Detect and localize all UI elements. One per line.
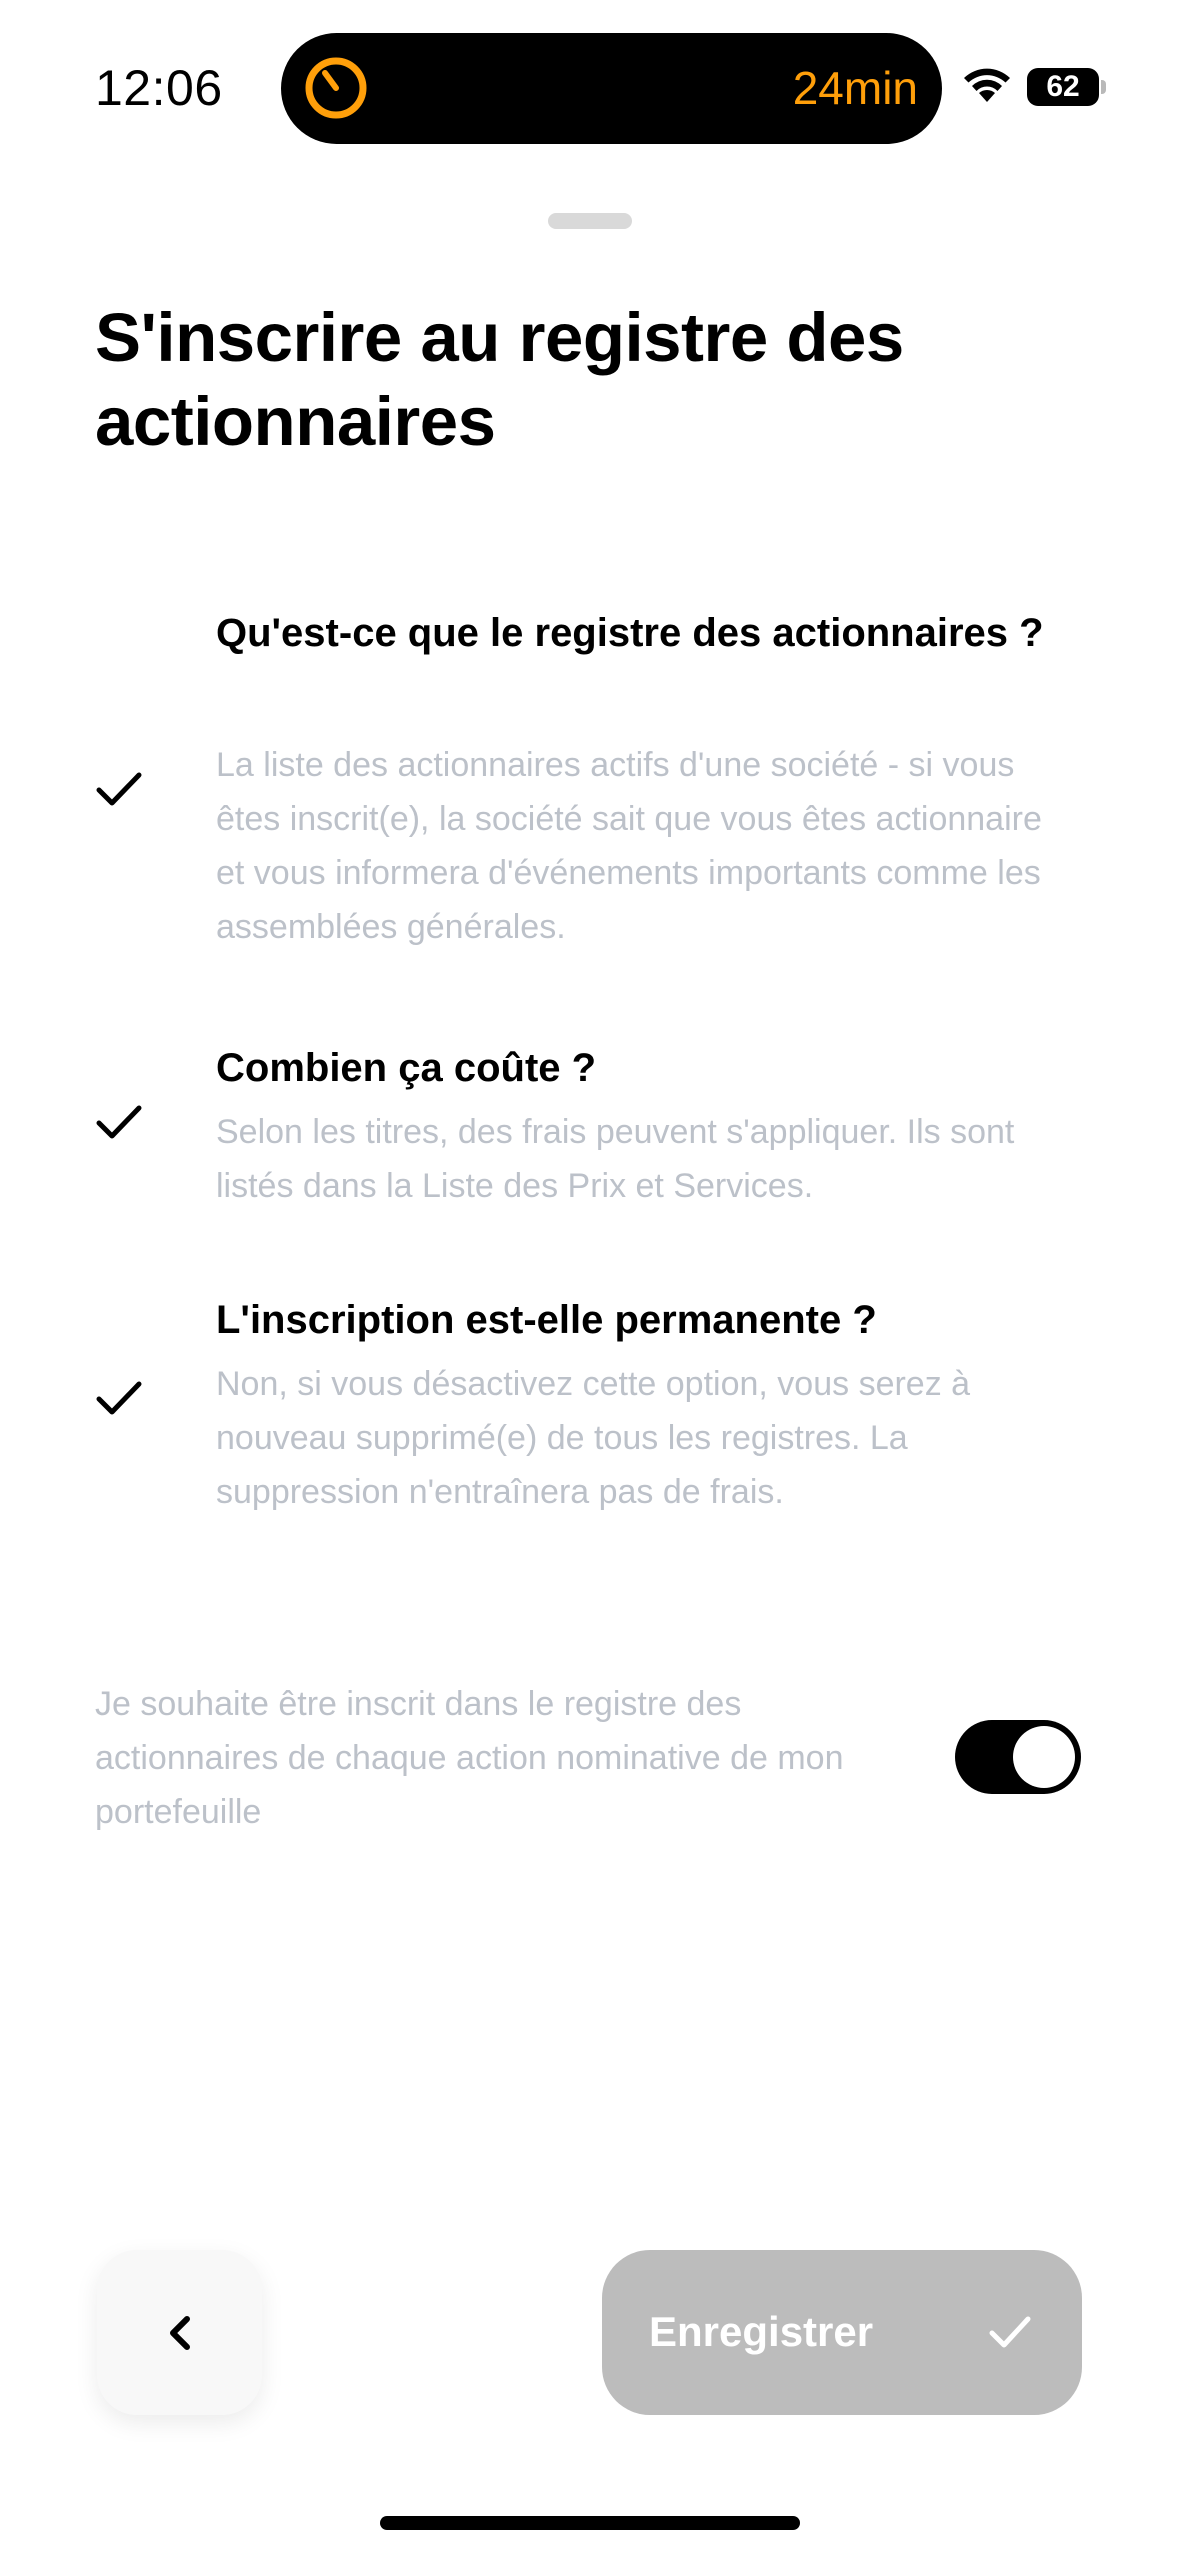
checkmark-icon [95,1379,143,1417]
dynamic-island[interactable] [281,33,942,144]
battery-tip [1101,80,1106,94]
faq-question: Qu'est-ce que le registre des actionnaires ? [216,611,1044,655]
home-indicator[interactable] [380,2516,800,2530]
page-title: S'inscrire au registre des actionnaires [95,299,904,460]
live-activity-text: 24min [792,62,918,114]
timer-icon [303,55,369,121]
chevron-left-icon [163,2314,197,2352]
checkmark-icon [988,2314,1032,2350]
save-button-label: Enregistrer [649,2308,874,2355]
registry-toggle-label: Je souhaite être inscrit dans le registre des actionnaires de chaque action nominative de mon portefeuille [95,1685,844,1831]
back-button[interactable] [97,2250,262,2415]
wifi-icon [962,66,1012,104]
checkmark-icon [95,770,143,808]
faq-question: Combien ça coûte ? [216,1046,597,1090]
battery-icon: 62 [1027,68,1099,106]
toggle-knob [1013,1726,1075,1788]
checkmark-icon [95,1103,143,1141]
status-time: 12:06 [95,60,223,116]
faq-answer: Non, si vous désactivez cette option, vous serez à nouveau supprimé(e) de tous les registres. La suppression n'entraînera pas de frais. [216,1365,971,1511]
faq-answer: La liste des actionnaires actifs d'une société - si vous êtes inscrit(e), la société sait que vous êtes actionnaire et vous informera d'événements importants comme les assemblées générales. [216,746,1042,946]
save-button[interactable] [602,2250,1082,2415]
registry-toggle[interactable] [955,1720,1081,1794]
faq-answer: Selon les titres, des frais peuvent s'appliquer. Ils sont listés dans la Liste des Prix et Services. [216,1113,1015,1205]
faq-question: L'inscription est-elle permanente ? [216,1298,877,1342]
sheet-grabber[interactable] [548,213,632,229]
